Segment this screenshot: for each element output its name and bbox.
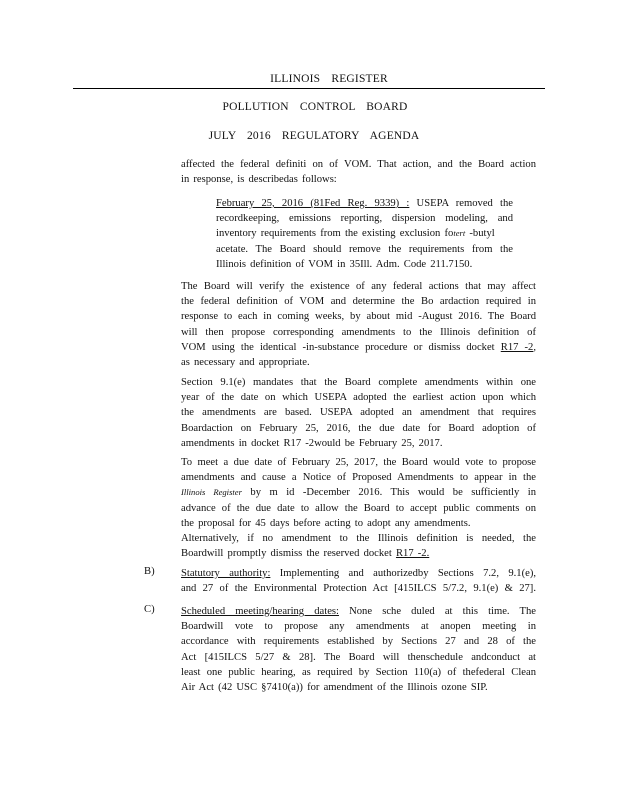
item-heading: Statutory authority: (181, 568, 271, 579)
text-line (181, 546, 536, 561)
item-c-label: C) (144, 604, 155, 615)
agenda-title: JULY 2016 REGULATORY AGENDA (208, 130, 420, 142)
text-line (181, 485, 536, 500)
text-line: will then propose corresponding amendments to the Illinois definition of (181, 326, 536, 338)
text-line: Alternatively, if no amendment to the Illinois definition is needed, the (181, 533, 536, 545)
text-line (181, 566, 536, 581)
text-line: the proposal for 45 days before acting to adopt any amendments. (181, 517, 471, 529)
illinois-register-italic: Illinois Register (181, 487, 242, 498)
federal-register-citation: February 25, 2016 (81Fed Reg. 9339) : (216, 198, 410, 209)
text-line: advance of the due date to allow the Board to accept public comments on (181, 502, 536, 514)
docket-reference: R17 -2 (500, 341, 534, 353)
text-line: Illinois definition of VOM in 35Ill. Adm. Code 211.7150. (216, 258, 473, 270)
text-fragment: Implementing and authorizedby Sections 7.2, 9.1(e), (270, 568, 536, 579)
text-line: response to each in coming weeks, by about mid -August 2016. The Board (181, 311, 536, 323)
meeting-paragraph (181, 455, 536, 561)
intro-paragraph (181, 157, 536, 187)
text-line: Act [415ILCS 5/27 & 28]. The Board will thenschedule andconduct at (181, 651, 536, 663)
text-fragment: -butyl (465, 228, 495, 240)
quoted-action (216, 196, 513, 272)
text-line: in response, is describedas follows: (181, 174, 337, 186)
text-line: affected the federal definiti on of VOM. That action, and the Board action (181, 159, 536, 170)
text-line: VOM using the identical -in-substance procedure or dismiss docket R17 -2, (181, 341, 536, 353)
text-line: Boardwill vote to propose any amendments at anopen meeting in (181, 621, 536, 633)
header-rule (73, 88, 545, 89)
text-line: acetate. The Board should remove the requirements from the (216, 243, 513, 255)
text-fragment: inventory requirements from the existing exclusion fo (216, 228, 454, 240)
text-line: the federal definition of VOM and determine the Bo ardaction required in (181, 296, 536, 308)
text-line: Air Act (42 USC §7410(a)) for amendment of the Illinois ozone SIP. (181, 682, 488, 694)
text-line (216, 196, 513, 211)
text-line: and 27 of the Environmental Protection Act [415ILCS 5/7.2, 9.1(e) & 27]. (181, 583, 536, 595)
text-line: amendments in docket R17 -2would be February 25, 2017. (181, 437, 443, 449)
text-line: The Board will verify the existence of any federal actions that may affect (181, 281, 536, 292)
text-line (181, 604, 536, 619)
text-line: Section 9.1(e) mandates that the Board complete amendments within one (181, 377, 536, 388)
text-line: accordance with requirements established by Sections 27 and 28 of the (181, 636, 536, 648)
text-fragment: VOM using the identical -in-substance procedure or dismiss docket (181, 341, 495, 353)
text-line: amendments and cause a Notice of Proposed Amendments to appear in the (181, 472, 536, 484)
item-heading: Scheduled meeting/hearing dates: (181, 606, 339, 617)
text-line: least one public hearing, as required by Section 110(a) of thefederal Clean (181, 666, 536, 678)
statutory-authority-item (181, 566, 536, 596)
text-line: To meet a due date of February 25, 2017, the Board would vote to propose (181, 457, 536, 468)
item-b-label: B) (144, 566, 155, 577)
text-line: year of the date on which USEPA adopted the earliest action upon which (181, 392, 536, 404)
register-title: ILLINOIS REGISTER (270, 73, 388, 85)
board-title: POLLUTION CONTROL BOARD (222, 101, 408, 113)
verify-paragraph (181, 279, 536, 370)
docket-reference: R17 -2. (395, 548, 430, 560)
text-fragment: Boardwill promptly dismiss the reserved docket (181, 548, 392, 560)
text-fragment: USEPA removed the (409, 198, 513, 209)
text-line: recordkeeping, emissions reporting, dispersion modeling, and (216, 213, 513, 225)
tert-word: tert (453, 228, 466, 239)
text-fragment: None sche duled at this time. The (338, 606, 536, 617)
text-line: the amendments are based. USEPA adopted an amendment that requires (181, 407, 536, 419)
text-line: Boardaction on February 25, 2016, the due date for Board adoption of (181, 422, 536, 434)
text-line: as necessary and appropriate. (181, 357, 310, 369)
scheduled-dates-item (181, 604, 536, 695)
text-fragment: by m id -December 2016. This would be sufficiently in (241, 487, 537, 499)
section-paragraph (181, 375, 536, 451)
text-line (216, 226, 513, 241)
